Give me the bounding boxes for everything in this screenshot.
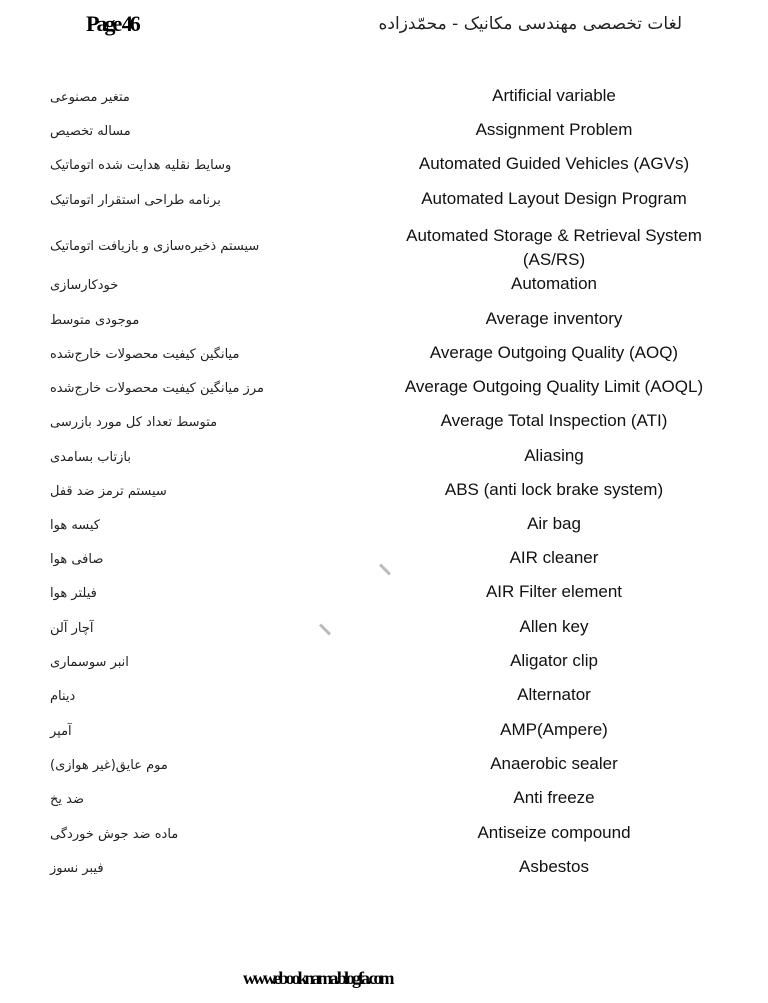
english-term: Aliasing: [524, 446, 584, 465]
persian-term: برنامه طراحی استقرار اتوماتیک: [50, 193, 221, 208]
scan-mark: [379, 563, 391, 575]
english-term: Average Outgoing Quality (AOQ): [429, 343, 679, 362]
scan-mark: [319, 623, 331, 635]
english-term: Anti freeze: [513, 788, 595, 807]
persian-term: سیستم ترمز ضد قفل: [50, 484, 167, 499]
persian-term: انبر سوسماری: [50, 655, 129, 670]
persian-term: متغیر مصنوعی: [50, 90, 130, 105]
footer-website-url: www.ebooknama.blogfa.com: [243, 968, 392, 988]
persian-term: متوسط تعداد کل مورد بازرسی: [50, 415, 218, 430]
persian-term: میانگین کیفیت محصولات خارج‌شده: [50, 347, 240, 362]
english-term: Artificial variable: [492, 86, 616, 105]
english-term: AMP(Ampere): [500, 720, 608, 739]
page-number-label: Page 46: [86, 11, 138, 36]
english-term: Average inventory: [485, 309, 623, 328]
persian-term: صافی هوا: [50, 552, 104, 567]
english-term: Aligator clip: [510, 651, 598, 670]
english-term: Anaerobic sealer: [490, 754, 618, 773]
persian-term: آمپر: [50, 724, 72, 739]
persian-term: موجودی متوسط: [50, 313, 140, 328]
english-term: Automation: [511, 274, 597, 293]
persian-term: کیسه هوا: [50, 518, 100, 533]
english-term: AIR Filter element: [485, 582, 623, 601]
persian-term: مرز میانگین کیفیت محصولات خارج‌شده: [50, 381, 264, 396]
english-term: Average Outgoing Quality Limit (AOQL): [404, 377, 704, 396]
persian-term: ضد یخ: [50, 792, 85, 807]
persian-term: آچار آلن: [50, 621, 94, 636]
persian-term: خودکارسازی: [50, 278, 119, 293]
english-term: ABS (anti lock brake system): [444, 480, 664, 499]
persian-term: مساله تخصیص: [50, 124, 131, 139]
english-term: Automated Storage & Retrieval System (AS/RS): [406, 226, 702, 269]
english-term: Automated Guided Vehicles (AGVs): [418, 154, 690, 173]
persian-term: فیلتر هوا: [50, 586, 97, 601]
persian-term: دینام: [50, 689, 76, 704]
english-term: Air bag: [527, 514, 581, 533]
english-term: AIR cleaner: [509, 548, 599, 567]
persian-term: ماده ضد جوش خوردگی: [50, 827, 179, 842]
english-term: Allen key: [519, 617, 589, 636]
english-term: Automated Layout Design Program: [421, 189, 687, 208]
persian-term: بازتاب بسامدی: [50, 450, 131, 465]
persian-term: سیستم ذخیره‌سازی و بازیافت اتوماتیک: [50, 239, 260, 254]
english-term: Asbestos: [519, 857, 589, 876]
persian-term: وسایط نقلیه هدایت شده اتوماتیک: [50, 158, 232, 173]
english-term: Antiseize compound: [477, 823, 631, 842]
persian-term: موم عایق(غیر هوازی): [50, 758, 168, 773]
english-term: Alternator: [517, 685, 591, 704]
persian-term: فیبر نسوز: [50, 861, 104, 876]
document-title: لغات تخصصی مهندسی مکانیک - محمّدزاده: [378, 14, 682, 34]
english-term: Average Total Inspection (ATI): [440, 411, 668, 430]
english-term: Assignment Problem: [475, 120, 633, 139]
